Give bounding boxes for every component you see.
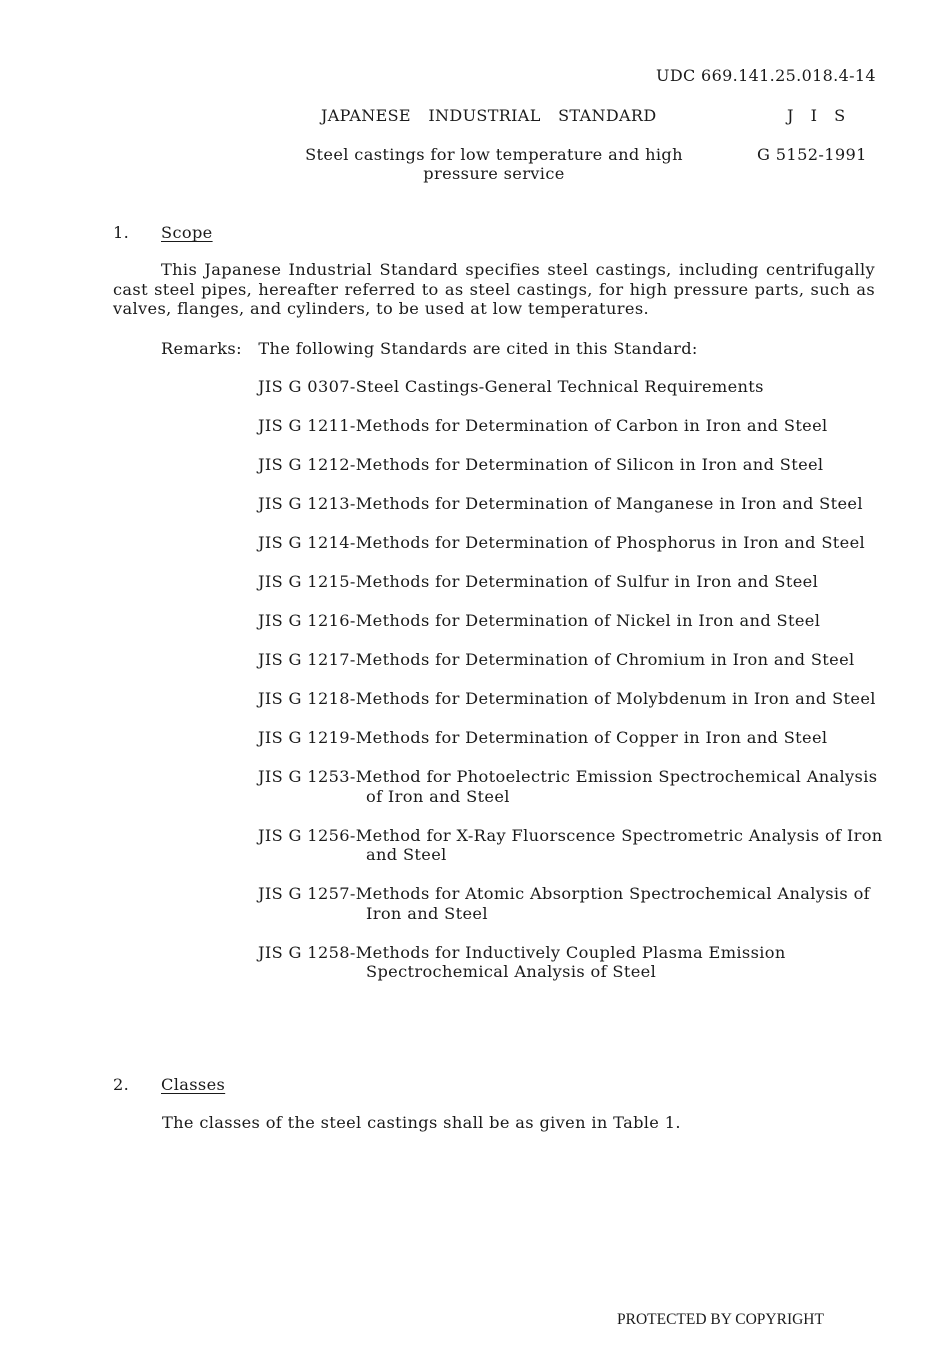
reference-item: JIS G 1217-Methods for Determination of Chromium in Iron and Steel [258, 650, 855, 669]
reference-item: JIS G 0307-Steel Castings-General Technical Requirements [258, 377, 764, 396]
document-title: Steel castings for low temperature and high pressure service [305, 145, 683, 183]
reference-item: JIS G 1257-Methods for Atomic Absorption Spectrochemical Analysis of Iron and Steel [258, 884, 871, 923]
reference-item: JIS G 1214-Methods for Determination of Phosphorus in Iron and Steel [258, 533, 866, 552]
scope-paragraph: This Japanese Industrial Standard specifies steel castings, including centrifugally cast steel pipes, hereafter referred to as steel castings, for high pressure parts, such as valves, flanges, and cylinders, to be used at low temperatures. [113, 260, 875, 319]
remarks-label: Remarks: [161, 339, 242, 358]
reference-list [258, 377, 898, 1001]
reference-item: JIS G 1256-Method for X-Ray Fluorscence Spectrometric Analysis of Iron and Steel [258, 825, 883, 864]
reference-item: JIS G 1253-Method for Photoelectric Emission Spectrochemical Analysis of Iron and Steel [258, 767, 878, 806]
document-number: G 5152-1991 [757, 145, 867, 164]
reference-item: JIS G 1211-Methods for Determination of Carbon in Iron and Steel [258, 416, 828, 435]
section-number: 2. [113, 1075, 130, 1094]
copyright-notice: PROTECTED BY COPYRIGHT [617, 1311, 824, 1328]
reference-item: JIS G 1216-Methods for Determination of Nickel in Iron and Steel [258, 611, 821, 630]
section-number: 1. [113, 223, 130, 242]
reference-item: JIS G 1218-Methods for Determination of Molybdenum in Iron and Steel [258, 689, 876, 708]
reference-item: JIS G 1212-Methods for Determination of Silicon in Iron and Steel [258, 455, 824, 474]
udc-code: UDC 669.141.25.018.4-14 [656, 66, 876, 85]
remarks [161, 339, 698, 358]
reference-item: JIS G 1213-Methods for Determination of Manganese in Iron and Steel [258, 494, 863, 513]
reference-item: JIS G 1219-Methods for Determination of Copper in Iron and Steel [258, 728, 828, 747]
remarks-text: The following Standards are cited in this Standard: [258, 339, 698, 358]
standard-title: JAPANESE INDUSTRIAL STANDARD [321, 106, 657, 125]
reference-item: JIS G 1258-Methods for Inductively Coupled Plasma Emission Spectrochemical Analysis of Steel [258, 942, 786, 981]
jis-mark: J I S [787, 106, 852, 125]
reference-item: JIS G 1215-Methods for Determination of Sulfur in Iron and Steel [258, 572, 819, 591]
classes-paragraph: The classes of the steel castings shall be as given in Table 1. [162, 1113, 681, 1132]
section-heading-classes: Classes [161, 1075, 226, 1094]
section-heading-scope: Scope [161, 223, 213, 242]
